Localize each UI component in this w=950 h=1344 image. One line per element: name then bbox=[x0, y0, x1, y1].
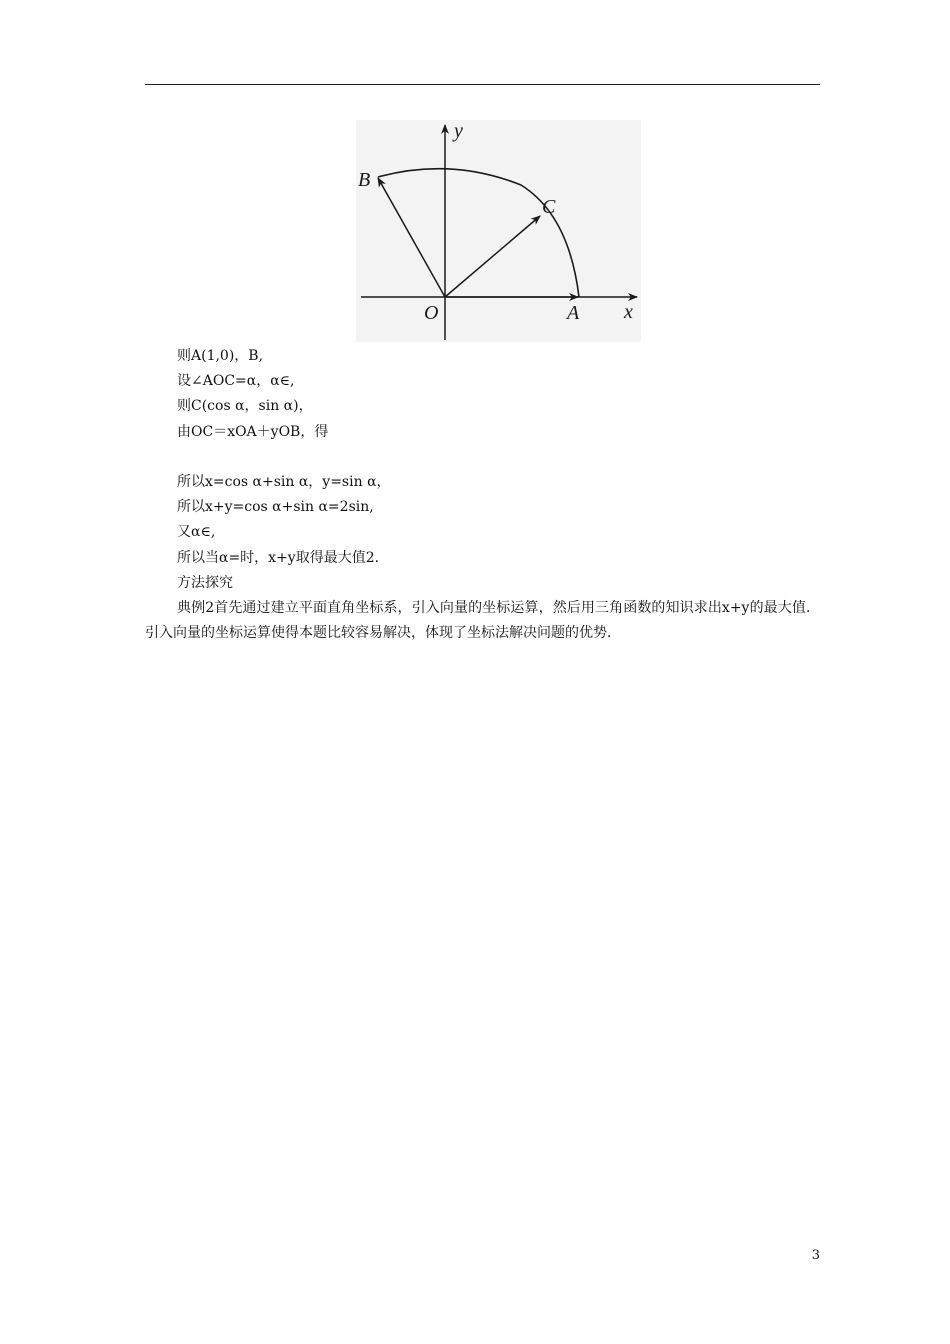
line-solve-xy: 所以x=cos α+sin α，y=sin α， bbox=[177, 473, 391, 490]
line-alpha-range: 又α∈, bbox=[177, 524, 216, 541]
vector-diagram bbox=[356, 120, 641, 342]
page-number: 3 bbox=[811, 1248, 820, 1263]
line-angle-definition: 设∠AOC=α，α∈, bbox=[177, 373, 295, 390]
line-point-coordinates: 则A(1,0)，B, bbox=[177, 348, 264, 364]
line-point-c: 则C(cos α，sin α)， bbox=[177, 398, 313, 415]
label-y: y bbox=[454, 120, 463, 142]
label-x: x bbox=[624, 301, 633, 323]
method-heading: 方法探究 bbox=[177, 574, 233, 591]
blank-line bbox=[145, 445, 820, 470]
label-c: C bbox=[542, 196, 556, 218]
line-conclusion: 所以当α=时，x+y取得最大值2. bbox=[177, 549, 380, 566]
header-rule bbox=[145, 84, 820, 85]
method-paragraph: 典例2首先通过建立平面直角坐标系，引入向量的坐标运算，然后用三角函数的知识求出x+y的最大值．引入向量的坐标运算使得本题比较容易解决，体现了坐标法解决问题的优势． bbox=[145, 599, 820, 642]
line-vector-equation: 由OC＝xOA＋yOB，得 bbox=[177, 423, 329, 440]
solution-text bbox=[145, 344, 820, 646]
label-b: B bbox=[358, 169, 371, 191]
vector-figure bbox=[356, 120, 641, 342]
label-a: A bbox=[567, 302, 580, 324]
figure-background bbox=[356, 120, 641, 342]
label-o: O bbox=[424, 302, 439, 324]
line-sum-xy: 所以x+y=cos α+sin α=2sin, bbox=[177, 499, 374, 516]
